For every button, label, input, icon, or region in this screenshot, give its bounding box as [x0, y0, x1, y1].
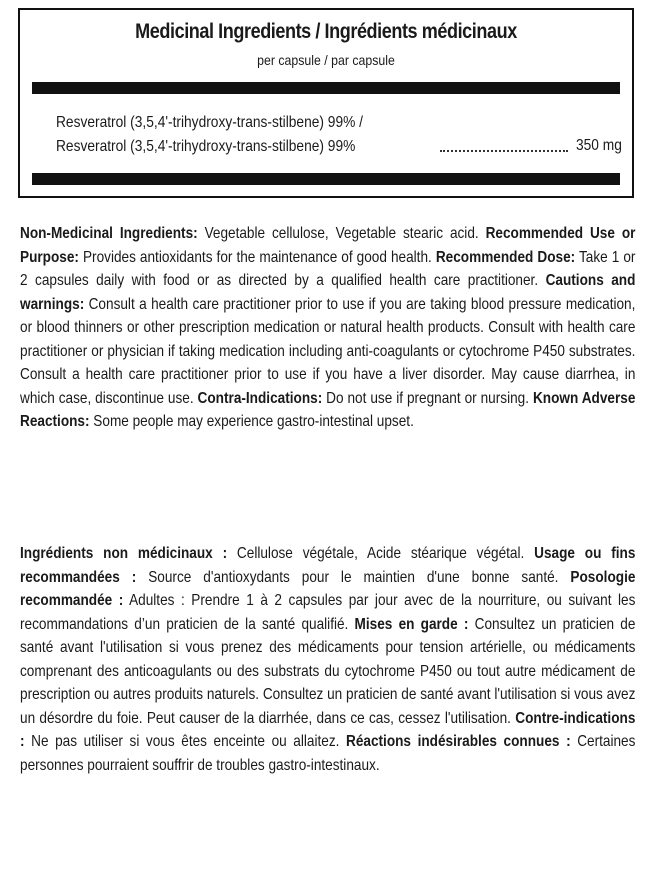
contra-indications-label: Contra-Indications:	[197, 389, 323, 407]
top-divider-bar	[32, 82, 620, 94]
fr-cautions-label: Mises en garde :	[354, 615, 469, 633]
recommended-use-text: Provides antioxidants for the maintenance of good health.	[78, 248, 436, 266]
ingredient-amount: 350 mg	[576, 137, 622, 154]
contra-indications-text: Do not use if pregnant or nursing.	[322, 389, 533, 407]
english-label-text	[20, 222, 635, 434]
fr-adverse-reactions-text: Certaines personnes pourraient souffrir de troubles gastro-intestinaux.	[20, 733, 636, 774]
panel-subtitle: per capsule / par capsule	[257, 52, 395, 68]
fr-contra-indications-label: Contre-indications :	[20, 709, 636, 750]
cautions-text: Consult a health care practitioner prior to use if you are taking blood pressure medication, or blood thinners or other prescription medication or natural health products. Consult with health care practitioner or physician if taking medication including anti-coagulants or cytochrome P450 substrates. Consult a health care practitioner prior to use if you have a liver disorder. May cause diarrhea, in which case, discontinue use.	[20, 295, 636, 407]
fr-adverse-reactions-label: Réactions indésirables connues :	[346, 733, 571, 750]
panel-title: Medicinal Ingredients / Ingrédients médicinaux	[135, 20, 517, 43]
fr-recommended-dose-text: Adultes : Prendre 1 à 2 capsules par jour avec de la nourriture, ou suivant les recommandations d’un praticien de la santé qualifié.	[20, 592, 636, 633]
recommended-dose-text: Take 1 or 2 capsules daily with food or as directed by a qualified health care practitioner.	[20, 248, 636, 289]
dotted-leader	[440, 144, 568, 152]
fr-contra-indications-text: Ne pas utiliser si vous êtes enceinte ou allaitez.	[24, 733, 347, 750]
ingredient-line-1: Resveratrol (3,5,4'-trihydroxy-trans-stilbene) 99% /	[56, 114, 363, 131]
non-medicinal-text: Vegetable cellulose, Vegetable stearic acid.	[197, 225, 486, 242]
french-label-text	[20, 542, 635, 777]
fr-non-medicinal-label: Ingrédients non médicinaux :	[20, 545, 228, 562]
fr-non-medicinal-text: Cellulose végétale, Acide stéarique végétal.	[227, 545, 535, 562]
adverse-reactions-label: Known Adverse Reactions:	[20, 389, 636, 430]
fr-recommended-use-label: Usage ou fins recommandées :	[20, 545, 636, 586]
fr-recommended-dose-label: Posologie recommandée :	[20, 568, 636, 609]
recommended-dose-label: Recommended Dose:	[435, 248, 576, 266]
adverse-reactions-text: Some people may experience gastro-intestinal upset.	[89, 413, 414, 430]
non-medicinal-label: Non-Medicinal Ingredients:	[20, 225, 198, 242]
cautions-label: Cautions and warnings:	[20, 272, 636, 313]
recommended-use-label: Recommended Use or Purpose:	[20, 225, 636, 266]
bottom-divider-bar	[32, 173, 620, 185]
fr-recommended-use-text: Source d'antioxydants pour le maintien d'une bonne santé.	[136, 568, 571, 586]
ingredient-line-2: Resveratrol (3,5,4'-trihydroxy-trans-stilbene) 99%	[56, 138, 356, 155]
fr-cautions-text: Consultez un praticien de santé avant l'utilisation si vous prenez des médicaments pour tension artérielle, ou médicaments comprenant des anticoagulants ou des substrats du cytochrome P450 ou tout autre médicament de prescription ou autres produits naturels. Consultez un praticien de santé avant l'utilisation si vous avez un désordre du foie. Peut causer de la diarrhée, dans ce cas, cessez l'utilisation.	[20, 615, 636, 727]
medicinal-ingredients-panel	[18, 8, 634, 198]
